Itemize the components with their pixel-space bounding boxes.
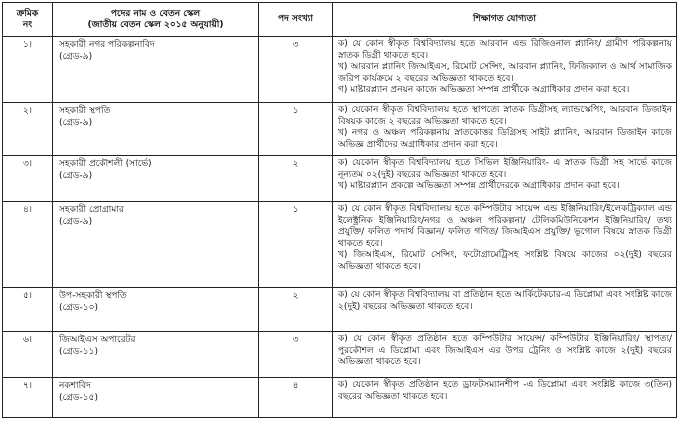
post-cell [53, 378, 259, 418]
qualification-cell [333, 332, 677, 378]
serial-cell: ৫। [3, 288, 53, 332]
serial-cell: ৩। [3, 156, 53, 202]
post-grade: (গ্রেড-১১) [59, 346, 98, 357]
count-cell: ৩ [259, 332, 333, 378]
table-row [3, 202, 677, 288]
qualification-item: ক) যে কোন স্বীকৃত বিশ্ববিদ্যালয় বা প্রতিষ্ঠান হতে আর্কিটেকচার-এ ডিপ্লোমা এবং সংশ্লিষ্ট কাজে ২(দুই) বছরের অভিজ্ঞতা থাকতে হবে। [338, 290, 672, 312]
qualification-item: গ) মাষ্টারপ্ল্যান প্রনয়ন কাজে অভিজ্ঞতা সম্পন্ন প্রার্থীকে অগ্রাধিকার প্রদান করা হবে। [338, 85, 630, 96]
header-serial-line-2: নং [22, 19, 33, 30]
count-cell: ১ [259, 103, 333, 156]
qualification-item: ক) যেকোন স্বীকৃত প্রতিষ্ঠান হতে ড্রাফটসম্যানশীপ -এ ডিপ্লোমা এবং সংশ্লিষ্ট কাজে ৩(তিন) বছরের অভিজ্ঞতা থাকতে হবে। [338, 380, 672, 402]
qualification-item: ক) যেকোন স্বীকৃত বিশ্ববিদ্যালয় হতে সিভিল ইঞ্জিনিয়ারিং- এ স্নাতক ডিগ্রী সহ সার্ভে কাজে নূন্যতম ০২(দুই) বছরের অভিজ্ঞতা থাকতে হবে। [338, 158, 672, 180]
table-row [3, 288, 677, 332]
table-row [3, 103, 677, 156]
serial-cell: ৬। [3, 332, 53, 378]
table-row [3, 332, 677, 378]
post-grade: (গ্রেড-১৫) [59, 392, 98, 403]
post-name: জিআইএস অপারেটর [59, 335, 136, 345]
serial-cell: ১। [3, 37, 53, 103]
post-name: সহকারী নগর পরিকল্পনাবিদ [59, 40, 155, 50]
qualification-cell [333, 103, 677, 156]
qualification-item: খ) জিআইএস, রিমোট সেন্সিং, ফটোগ্রামেট্রিসহ সংশ্লিষ্ট বিষয়ে কাজের ০২(দুই) বছরের অভিজ্ঞতা থাকতে হবে। [338, 250, 672, 272]
table-row [3, 156, 677, 202]
post-cell [53, 288, 259, 332]
qualification-cell [333, 156, 677, 202]
qualification-item: ক) যেকোন স্বীকৃত বিশ্ববিদ্যালয় হতে স্থাপত্যে স্নাতক ডিগ্রীসহ ল্যান্ডস্কেপিং, আরবান ডিজাইন বিষয়ক কাজে ২ বছরের অভিজ্ঞতা থাকতে হবে। [338, 105, 672, 127]
post-name: সহকারী স্থপতি [59, 106, 111, 116]
post-grade: (গ্রেড-৯) [59, 216, 93, 227]
header-post-line-1: পদের নাম ও বেতন স্কেল [110, 8, 201, 19]
table-row [3, 37, 677, 103]
count-cell: ২ [259, 156, 333, 202]
post-name: উপ-সহকারী স্থপতি [59, 291, 127, 301]
header-serial [3, 3, 53, 37]
serial-cell: ২। [3, 103, 53, 156]
post-cell [53, 332, 259, 378]
post-name: নকশাবিদ [59, 381, 91, 391]
post-grade: (গ্রেড-৯) [59, 117, 93, 128]
qualification-cell [333, 378, 677, 418]
qualification-cell [333, 288, 677, 332]
table-header-row [3, 3, 677, 37]
qualification-item: খ) আরবান প্ল্যানিং জিআইএস, রিমোট সেন্সিং, আরবান প্ল্যানিং, ফিজিক্যাল ও আর্থ সামাজিক জরিপ কার্যক্রমে ২ বছরের অভিজ্ঞতা থাকতে হবে। [338, 62, 672, 84]
table-row [3, 378, 677, 418]
qualification-item: ক) যে কোন স্বীকৃত বিশ্ববিদ্যালয় হতে আরবান এন্ড রিজিওনাল প্ল্যানিং/ গ্রামীণ পরিকল্পনায় স্নাতক ডিগ্রী থাকতে হবে। [338, 39, 672, 61]
header-count: পদ সংখ্যা [259, 3, 333, 37]
post-cell [53, 37, 259, 103]
count-cell: ১ [259, 202, 333, 288]
post-grade: (গ্রেড-৯) [59, 51, 93, 62]
header-serial-line-1: ক্রমিক [16, 8, 39, 19]
qualification-item: ক) যে কোন স্বীকৃত বিশ্ববিদ্যালয় হতে কম্পিউটার সায়েন্স এন্ড ইঞ্জিনিয়ারিং/ইলেকট্রিক্যাল এন্ড ইলেক্ট্রনিক ইঞ্জিনিয়ারিং/নগর ও অঞ্চল পরিকল্পনা/ টেলিকমিউনিকেশন ইঞ্জিনিয়ারিং/ তথ্য প্রযুক্তি/ ফলিত পদার্থ বিজ্ঞান/ ফলিত গণিত/ জিআইএস প্রযুক্তি/ ভূগোল বিষয়ে স্নাতক ডিগ্রী থাকতে হবে। [338, 204, 672, 249]
header-post-line-2: (জাতীয় বেতন স্কেল ২০১৫ অনুযায়ী) [87, 19, 224, 30]
post-name: সহকারী প্রকৌশলী (সার্ভে) [59, 159, 152, 169]
qualification-cell [333, 37, 677, 103]
post-name: সহকারী প্রোগ্রামার [59, 205, 124, 215]
qualification-item: ক) যে কোন স্বীকৃত প্রতিষ্ঠান হতে কম্পিউটার সায়েন্স/ কম্পিউটার ইঞ্জিনিয়ারিং/ স্থাপত্য/ পুরকৌশল এ ডিপ্লোমা এবং জিআইএস এর উপর ট্রেনিং ও সংশ্লিষ্ট কাজে ২(দুই) বছরের অভিজ্ঞতা থাকতে হবে। [338, 334, 672, 368]
header-post [53, 3, 259, 37]
qualification-item: খ) নগর ও অঞ্চল পরিকল্পনায় স্নাতকোত্তর ডিগ্রিসহ সাইট প্ল্যানিং, আরবান ডিজাইন কাজে অভিজ্ঞ প্রার্থীদের অগ্রাধিকার প্রদান করা হবে। [338, 128, 672, 150]
qualification-item: খ) মাষ্টারপ্ল্যান প্রকল্পে অভিজ্ঞতা সম্পন্ন প্রার্থীদেরকে অগ্রাধিকার প্রদান করা হবে। [338, 181, 620, 192]
qualification-cell [333, 202, 677, 288]
post-cell [53, 202, 259, 288]
qualification-table [2, 2, 677, 418]
count-cell: ৩ [259, 37, 333, 103]
post-grade: (গ্রেড-১০) [59, 302, 98, 313]
serial-cell: ৪। [3, 202, 53, 288]
post-grade: (গ্রেড-৯) [59, 170, 93, 181]
count-cell: ৪ [259, 378, 333, 418]
count-cell: ২ [259, 288, 333, 332]
post-cell [53, 156, 259, 202]
post-cell [53, 103, 259, 156]
header-qualification: শিক্ষাগত যোগ্যতা [333, 3, 677, 37]
serial-cell: ৭। [3, 378, 53, 418]
